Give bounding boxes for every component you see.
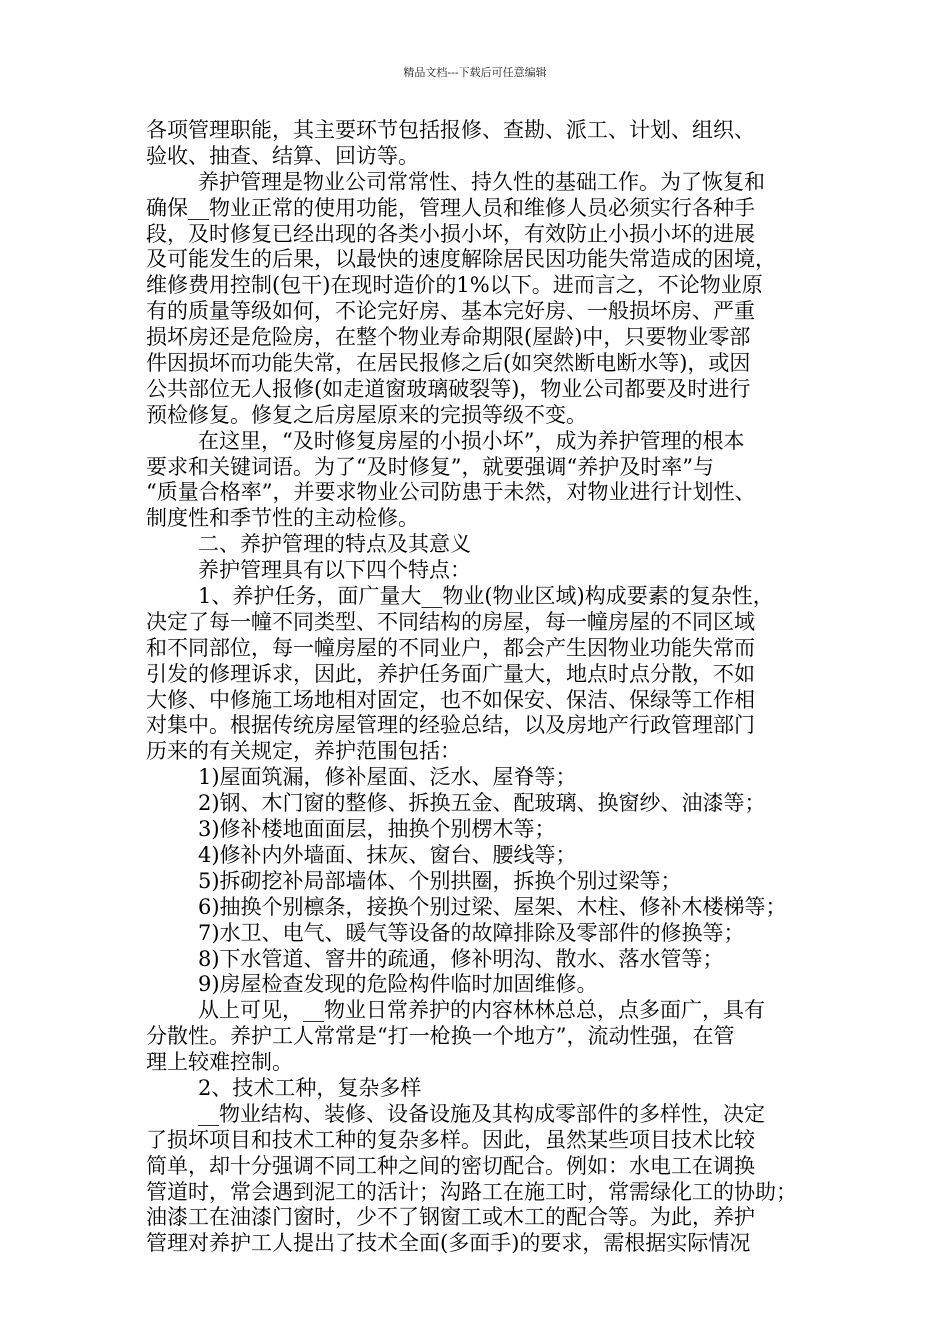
text-line: 管道时，常会遇到泥工的活计；沟路工在施工时，常需绿化工的协助；: [146, 1179, 797, 1204]
text-line: “质量合格率”，并要求物业公司防患于未然，对物业进行计划性、: [146, 480, 756, 505]
text-line: 决定了每一幢不同类型、不同结构的房屋，每一幢房屋的不同区域: [146, 609, 755, 634]
text-line: 简单，却十分强调不同工种之间的密切配合。例如：水电工在调换: [146, 1153, 755, 1178]
text-line: 7)水卫、电气、暖气等设备的故障排除及零部件的修换等；: [198, 920, 745, 945]
text-line: 大修、中修施工场地相对固定，也不如保安、保洁、保绿等工作相: [146, 687, 755, 712]
page-header: 精品文档---下载后可任意编辑: [403, 66, 547, 79]
text-line: 件因损坏而功能失常，在居民报修之后(如突然断电断水等)，或因: [146, 351, 751, 376]
text-line: 维修费用控制(包干)在现时造价的1%以下。进而言之，不论物业原: [146, 273, 763, 298]
text-line: __物业结构、装修、设备设施及其构成零部件的多样性，决定: [198, 1101, 765, 1126]
text-line: 有的质量等级如何，不论完好房、基本完好房、一般损坏房、严重: [146, 299, 755, 324]
text-line: 8)下水管道、窨井的疏通，修补明沟、散水、落水管等；: [198, 946, 724, 971]
text-line: 历来的有关规定，养护范围包括：: [146, 739, 461, 764]
text-line: 要求和关键词语。为了“及时修复”，就要强调“养护及时率”与: [146, 454, 714, 479]
text-line: 养护管理具有以下四个特点：: [198, 558, 471, 583]
text-line: 1)屋面筑漏，修补屋面、泛水、屋脊等；: [198, 765, 577, 790]
text-line: 5)拆砌挖补局部墙体、个别拱圈，拆换个别过梁等；: [198, 868, 682, 893]
text-line: 理上较难控制。: [146, 1050, 293, 1075]
text-line: 1、养护任务，面广量大__物业(物业区域)构成要素的复杂性，: [198, 584, 774, 609]
text-line: 了损坏项目和技术工种的复杂多样。因此，虽然某些项目技术比较: [146, 1127, 755, 1152]
text-line: 损坏房还是危险房，在整个物业寿命期限(屋龄)中，只要物业零部: [146, 325, 751, 350]
text-line: 油漆工在油漆门窗时，少不了钢窗工或木工的配合等。为此，养护: [146, 1205, 755, 1230]
text-line: 和不同部位，每一幢房屋的不同业户，都会产生因物业功能失常而: [146, 635, 755, 660]
text-line: 段，及时修复已经出现的各类小损小坏，有效防止小损小坏的进展: [146, 221, 755, 246]
text-line: 对集中。根据传统房屋管理的经验总结，以及房地产行政管理部门: [146, 713, 755, 738]
text-line: 在这里，“及时修复房屋的小损小坏”，成为养护管理的根本: [198, 428, 745, 453]
text-line: 管理对养护工人提出了技术全面(多面手)的要求，需根据实际情况: [146, 1231, 751, 1256]
text-line: 3)修补楼地面面层，抽换个别楞木等；: [198, 817, 556, 842]
text-line: 分散性。养护工人常常是“打一枪换一个地方”，流动性强，在管: [146, 1024, 735, 1049]
text-line: 6)抽换个别檩条，接换个别过梁、屋架、木柱、修补木楼梯等；: [198, 894, 787, 919]
text-line: 引发的修理诉求，因此，养护任务面广量大，地点时点分散，不如: [146, 661, 755, 686]
text-line: 4)修补内外墙面、抹灰、窗台、腰线等；: [198, 842, 577, 867]
text-line: 2)钢、木门窗的整修、拆换五金、配玻璃、换窗纱、油漆等；: [198, 791, 766, 816]
text-line: 公共部位无人报修(如走道窗玻璃破裂等)，物业公司都要及时进行: [146, 376, 751, 401]
text-line: 从上可见，__物业日常养护的内容林林总总，点多面广，具有: [198, 998, 765, 1023]
text-line: 及可能发生的后果，以最快的速度解除居民因功能失常造成的困境，: [146, 247, 776, 272]
text-line: 二、养护管理的特点及其意义: [198, 532, 471, 557]
text-line: 预检修复。修复之后房屋原来的完损等级不变。: [146, 402, 587, 427]
text-line: 验收、抽查、结算、回访等。: [146, 143, 419, 168]
document-body: [146, 118, 836, 1257]
text-line: 各项管理职能，其主要环节包括报修、查勘、派工、计划、组织、: [146, 118, 755, 142]
text-line: 制度性和季节性的主动检修。: [146, 506, 419, 531]
text-line: 养护管理是物业公司常常性、持久性的基础工作。为了恢复和: [198, 169, 765, 194]
text-line: 2、技术工种，复杂多样: [198, 1075, 422, 1100]
text-line: 9)房屋检查发现的危险构件临时加固维修。: [198, 972, 598, 997]
text-line: 确保__物业正常的使用功能，管理人员和维修人员必须实行各种手: [146, 195, 755, 220]
